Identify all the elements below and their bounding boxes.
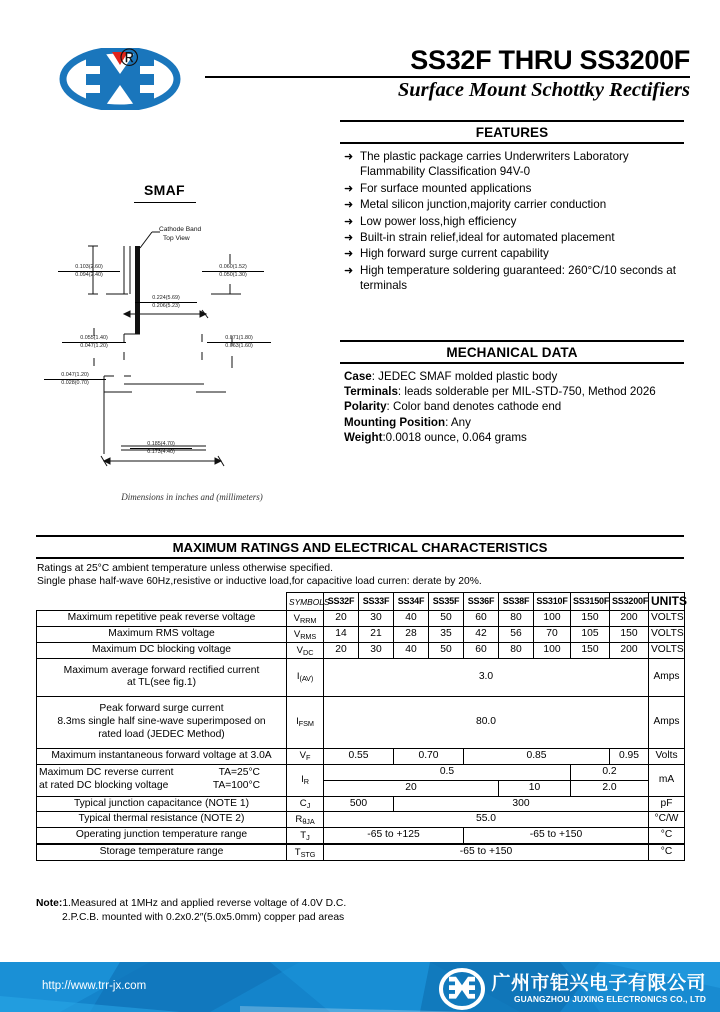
cell-units: VOLTS [649,611,685,627]
table-row [37,844,685,860]
cell-value: 60 [464,643,499,659]
cell-value: 300 [394,796,649,812]
cell-units: VOLTS [649,643,685,659]
row-desc: Storage temperature range [37,844,287,860]
cell-units: Amps [649,696,685,748]
row-desc: Maximum average forward rectified current at TL(see fig.1) [37,658,287,696]
footer-brand [439,968,706,1010]
features-list [340,149,684,294]
cell-value: 200 [610,643,649,659]
row-desc [37,764,287,796]
row-desc: Maximum DC blocking voltage [37,643,287,659]
list-item: ➜ Metal silicon junction,majority carrier conduction [344,198,607,212]
bullet-icon: ➜ [344,264,354,277]
cell-value: 50 [429,643,464,659]
row-desc-line1: Maximum DC reverse current TA=25°C [39,767,260,779]
cell-value: 500 [324,796,394,812]
cell-value: 150 [571,643,610,659]
cell-value: 150 [571,611,610,627]
cell-units: Amps [649,658,685,696]
col-part-3: SS35F [429,593,464,611]
table-row [37,796,685,812]
juxing-logo-footer-icon [439,968,485,1010]
cell-value: 0.2 [571,764,649,780]
cell-value: 40 [394,643,429,659]
list-item: ➜ For surface mounted applications [344,181,532,195]
cell-value: 100 [534,643,571,659]
mech-row-mounting: Mounting Position: Any [344,415,471,429]
table-row [37,627,685,643]
list-item: ➜ Built-in strain relief,ideal for automated placement [344,231,615,245]
col-part-0: SS32F [324,593,359,611]
package-drawing [36,182,336,522]
row-desc: Maximum RMS voltage [37,627,287,643]
cell-value: 70 [534,627,571,643]
row-symbol: $V_F$ [287,748,324,764]
row-desc-line2: at rated DC blocking voltage TA=100°C [39,780,260,792]
mech-row-case: Case: JEDEC SMAF molded plastic body [344,369,558,383]
dimension-lead-width: 0.055(1.40) 0.047(1.20) [62,335,126,350]
list-item: ➜ Low power loss,high efficiency [344,214,517,228]
bullet-icon: ➜ [344,151,354,163]
row-desc: Typical junction capacitance (NOTE 1) [37,796,287,812]
row-symbol: $T_J$ [287,828,324,844]
cell-units: pF [649,796,685,812]
ratings-section [36,535,687,861]
title-divider [205,76,690,78]
col-part-8: SS3200F [610,593,649,611]
cell-value: 10 [499,780,571,796]
ratings-conditions: Ratings at 25°C ambient temperature unless otherwise specified. Single phase half-wave 60Hz,resistive or inductive load,for capacitive load curren: derate by 20%. [37,563,482,588]
cell-value: 200 [610,611,649,627]
package-name: SMAF [144,182,185,198]
table-row [37,828,685,844]
col-units: UNITS [649,593,685,611]
row-symbol: $T_{STG}$ [287,844,324,860]
cell-value: 80 [499,611,534,627]
table-row [37,812,685,828]
cell-value: 0.85 [464,748,610,764]
cell-value: 0.55 [324,748,394,764]
col-part-2: SS34F [394,593,429,611]
registered-trademark-icon: ® [120,44,139,72]
cell-value: 60 [464,611,499,627]
dimension-overall-length: 0.185(4.70) 0.173(4.40) [130,441,192,456]
table-row [37,658,685,696]
row-symbol: $V_{RMS}$ [287,627,324,643]
cell-units: mA [649,764,685,796]
cell-value: 30 [359,611,394,627]
cell-value: 20 [324,643,359,659]
mech-row-polarity: Polarity: Color band denotes cathode end [344,400,562,414]
cell-value: -65 to +125 [324,828,464,844]
dimension-body-height: 0.047(1.20) 0.028(0.70) [44,372,106,387]
cell-value: 21 [359,627,394,643]
cell-value: 56 [499,627,534,643]
row-symbol: $I_{FSM}$ [287,696,324,748]
note-line-1: Note:1.Measured at 1MHz and applied reverse voltage of 4.0V D.C. [36,898,347,909]
row-desc: Maximum repetitive peak reverse voltage [37,611,287,627]
cell-value: 80 [499,643,534,659]
cathode-band-label: Cathode Band Top View [159,226,202,242]
cell-value: 20 [324,780,499,796]
col-part-6: SS310F [534,593,571,611]
mech-row-weight: Weight:0.0018 ounce, 0.064 grams [344,431,527,445]
cell-value: 55.0 [324,812,649,828]
company-name-cn: 广州市钜兴电子有限公司 [491,973,706,995]
specs-text-column [340,120,684,446]
col-symbols: SYMBOLS [287,593,324,611]
row-desc: Typical thermal resistance (NOTE 2) [37,812,287,828]
row-desc-line2: at TL(see fig.1) [126,677,197,689]
row-symbol: $I_{(AV)}$ [287,658,324,696]
title-block [205,46,690,103]
cell-value: 3.0 [324,658,649,696]
company-name-en: GUANGZHOU JUXING ELECTRONICS CO., LTD [514,993,706,1004]
table-row [37,748,685,764]
cell-value: 100 [534,611,571,627]
mechanical-data-heading: MECHANICAL DATA [340,340,684,364]
company-website-link[interactable]: http://www.trr-jx.com [42,980,147,992]
cell-value: 30 [359,643,394,659]
cell-value: 2.0 [571,780,649,796]
cell-value: 28 [394,627,429,643]
row-symbol: $R_{\theta JA}$ [287,812,324,828]
note-line-2: 2.P.C.B. mounted with 0.2x0.2″(5.0x5.0mm) copper pad areas [62,911,345,923]
footnotes [36,897,636,925]
table-row [37,643,685,659]
cell-units: °C [649,844,685,860]
features-heading: FEATURES [340,120,684,144]
bullet-icon: ➜ [344,248,354,261]
dimension-terminal-width: 0.071(1.80) 0.063(1.60) [207,335,271,350]
dimension-units-note: Dimensions in inches and (millimeters) [121,492,263,502]
page-title: SS32F THRU SS3200F [410,45,690,75]
cell-value: 50 [429,611,464,627]
dimension-band-thickness: 0.060(1.52) 0.050(1.30) [202,264,264,279]
cell-value: -65 to +150 [464,828,649,844]
col-part-1: SS33F [359,593,394,611]
row-symbol: $I_R$ [287,764,324,796]
specifications-table [36,592,685,861]
cell-value: 150 [610,627,649,643]
row-symbol: $V_{DC}$ [287,643,324,659]
cell-value: 14 [324,627,359,643]
package-name-underline [134,202,196,203]
page-footer [0,962,720,1012]
list-item: ➜ The plastic package carries Underwriters Laboratory Flammability Classification 94V-0 [344,150,629,179]
list-item: ➜ High forward surge current capability [344,247,549,261]
col-part-7: SS3150F [571,593,610,611]
table-header-row [37,593,685,611]
cell-units: °C [649,828,685,844]
page-subtitle: Surface Mount Schottky Rectifiers [397,79,690,102]
row-desc: Peak forward surge current 8.3ms single half sine-wave superimposed on rated load (JEDEC Method) [37,696,287,748]
ratings-heading: MAXIMUM RATINGS AND ELECTRICAL CHARACTERISTICS [36,535,684,559]
cell-value: 0.95 [610,748,649,764]
mechanical-data-list [340,369,684,446]
table-row [37,611,685,627]
bullet-icon: ➜ [344,232,354,245]
row-symbol: $V_{RRM}$ [287,611,324,627]
cell-value: 20 [324,611,359,627]
table-row [37,696,685,748]
col-part-5: SS38F [499,593,534,611]
row-desc: Maximum instantaneous forward voltage at 3.0A [37,748,287,764]
cell-value: 80.0 [324,696,649,748]
dimension-body-width: 0.224(5.69) 0.206(5.23) [135,295,197,310]
cell-value: 0.70 [394,748,464,764]
cell-value: 105 [571,627,610,643]
cell-units: °C/W [649,812,685,828]
cell-units: Volts [649,748,685,764]
dimension-body-length: 0.103(2.60) 0.094(2.40) [58,264,120,279]
bullet-icon: ➜ [344,182,354,195]
table-row [37,764,685,780]
cell-value: 42 [464,627,499,643]
list-item: ➜ High temperature soldering guaranteed: 260°C/10 seconds at terminals [344,263,676,293]
cell-units: VOLTS [649,627,685,643]
mech-row-terminals: Terminals: leads solderable per MIL-STD-750, Method 2026 [344,385,656,399]
cell-value: 35 [429,627,464,643]
bullet-icon: ➜ [344,215,354,228]
col-part-4: SS36F [464,593,499,611]
cell-value: 0.5 [324,764,571,780]
middle-section [0,120,720,520]
cell-value: 40 [394,611,429,627]
page-header [0,0,720,120]
row-desc: Operating junction temperature range [37,828,287,844]
bullet-icon: ➜ [344,199,354,212]
row-symbol: $C_J$ [287,796,324,812]
cell-value: -65 to +150 [324,844,649,860]
